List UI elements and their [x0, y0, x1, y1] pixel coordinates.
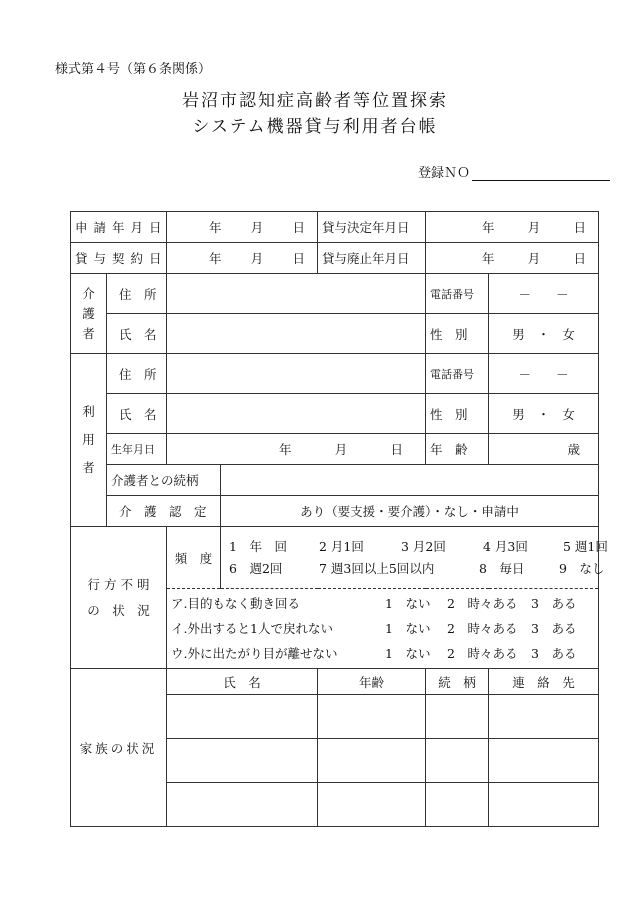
behavior-option[interactable]: 3 ある: [531, 596, 577, 611]
family-relation-cell[interactable]: [426, 695, 489, 739]
frequency-option[interactable]: 2 月1回: [319, 538, 364, 554]
user-address-label: 住 所: [107, 354, 167, 394]
behavior-label: ア.目的もなく動き回る: [171, 596, 300, 611]
year-label: 年: [209, 220, 222, 235]
user-phone-label: 電話番号: [426, 354, 489, 394]
frequency-label: 頻 度: [167, 527, 221, 589]
family-age-cell[interactable]: [318, 695, 426, 739]
month-label: 月: [334, 442, 348, 457]
behavior-option[interactable]: 1 ない: [385, 646, 431, 661]
user-address-field[interactable]: [167, 354, 426, 394]
user-age-field[interactable]: 歳: [489, 434, 599, 465]
frequency-option[interactable]: 1 年 回: [229, 538, 287, 554]
month-label: 月: [250, 251, 264, 266]
title-line-1: 岩沼市認知症高齢者等位置探索: [182, 91, 448, 111]
registration-input-line[interactable]: [472, 165, 610, 181]
frequency-option[interactable]: 4 月3回: [482, 538, 528, 554]
care-certification-field[interactable]: あり（要支援・要介護）・なし・申請中: [221, 496, 599, 527]
day-label: 日: [573, 220, 587, 235]
behavior-label: ウ.外に出たがり目が離せない: [171, 646, 338, 661]
user-gender-label: 性 別: [426, 394, 489, 434]
user-age-label: 年 齢: [426, 434, 489, 465]
behavior-row[interactable]: [171, 641, 594, 666]
registry-table: [70, 211, 608, 827]
lease-decision-date-field[interactable]: [426, 212, 599, 243]
month-label: 月: [527, 251, 541, 266]
family-col-age: 年齢: [318, 669, 426, 695]
title-line-2: システム機器貸与利用者台帳: [192, 117, 438, 137]
lease-contract-date-field[interactable]: [167, 243, 318, 274]
caregiver-gender-field[interactable]: 男 ・ 女: [489, 314, 599, 354]
behavior-option[interactable]: 2 時々ある: [447, 621, 518, 636]
care-certification-label: 介 護 認 定: [107, 496, 221, 527]
user-name-label: 氏 名: [107, 394, 167, 434]
frequency-option[interactable]: 6 週2回: [229, 560, 283, 576]
day-label: 日: [573, 251, 587, 266]
behavior-list: [167, 589, 599, 669]
family-contact-cell[interactable]: [489, 695, 599, 739]
caregiver-name-label: 氏 名: [107, 314, 167, 354]
family-contact-cell[interactable]: [489, 783, 599, 827]
user-birth-date-field[interactable]: [167, 434, 426, 465]
behavior-row[interactable]: [171, 591, 594, 616]
application-date-label: 申請年月日: [71, 212, 167, 243]
family-name-cell[interactable]: [167, 783, 318, 827]
user-gender-field[interactable]: 男 ・ 女: [489, 394, 599, 434]
family-col-name: 氏 名: [167, 669, 318, 695]
month-label: 月: [527, 220, 541, 235]
form-number: 様式第４号（第６条関係）: [55, 62, 212, 77]
user-birth-date-label: 生年月日: [107, 434, 167, 465]
behavior-option[interactable]: 2 時々ある: [447, 596, 518, 611]
lease-abolish-date-field[interactable]: [426, 243, 599, 274]
frequency-option[interactable]: 3 月2回: [400, 538, 446, 554]
frequency-option[interactable]: 9 なし: [558, 560, 605, 576]
registration-number: [418, 162, 610, 181]
family-status-label: 家族の状況: [71, 669, 167, 827]
family-relation-cell[interactable]: [426, 783, 489, 827]
year-label: 年: [482, 251, 495, 266]
family-age-cell[interactable]: [318, 783, 426, 827]
relation-label: 介護者との続柄: [107, 465, 221, 496]
application-date-field[interactable]: [167, 212, 318, 243]
behavior-option[interactable]: 3 ある: [531, 646, 577, 661]
behavior-label: イ.外出すると1人で戻れない: [171, 621, 333, 636]
family-col-contact: 連 絡 先: [489, 669, 599, 695]
lease-contract-date-label: 貸与契約日: [71, 243, 167, 274]
lease-decision-date-label: 貸与決定年月日: [318, 212, 426, 243]
behavior-option[interactable]: 2 時々ある: [447, 646, 518, 661]
caregiver-address-label: 住 所: [107, 274, 167, 314]
month-label: 月: [250, 220, 264, 235]
family-name-cell[interactable]: [167, 695, 318, 739]
frequency-option[interactable]: 8 毎日: [478, 560, 525, 576]
caregiver-name-field[interactable]: [167, 314, 426, 354]
day-label: 日: [390, 442, 404, 457]
caregiver-phone-field[interactable]: － －: [489, 274, 599, 314]
year-label: 年: [279, 442, 292, 457]
user-group-label: 利 用 者: [71, 354, 107, 527]
year-label: 年: [209, 251, 222, 266]
user-name-field[interactable]: [167, 394, 426, 434]
caregiver-phone-label: 電話番号: [426, 274, 489, 314]
caregiver-address-field[interactable]: [167, 274, 426, 314]
registration-label: 登録ＮＯ: [418, 166, 471, 181]
family-name-cell[interactable]: [167, 739, 318, 783]
missing-status-label: 行 方 不 明 の 状 況: [71, 527, 167, 669]
family-col-relation: 続 柄: [426, 669, 489, 695]
caregiver-gender-label: 性 別: [426, 314, 489, 354]
frequency-option[interactable]: 5 週1回: [562, 538, 608, 554]
behavior-option[interactable]: 1 ない: [385, 596, 431, 611]
year-label: 年: [482, 220, 495, 235]
day-label: 日: [292, 220, 306, 235]
lease-abolish-date-label: 貸与廃止年月日: [318, 243, 426, 274]
frequency-options[interactable]: [221, 527, 608, 589]
family-age-cell[interactable]: [318, 739, 426, 783]
user-phone-field[interactable]: － －: [489, 354, 599, 394]
behavior-option[interactable]: 1 ない: [385, 621, 431, 636]
family-contact-cell[interactable]: [489, 739, 599, 783]
behavior-row[interactable]: [171, 616, 594, 641]
frequency-option[interactable]: 7 週3回以上5回以内: [319, 560, 435, 576]
caregiver-group-label: 介 護 者: [71, 274, 107, 354]
family-relation-cell[interactable]: [426, 739, 489, 783]
behavior-option[interactable]: 3 ある: [531, 621, 577, 636]
day-label: 日: [292, 251, 306, 266]
relation-field[interactable]: [221, 465, 599, 496]
